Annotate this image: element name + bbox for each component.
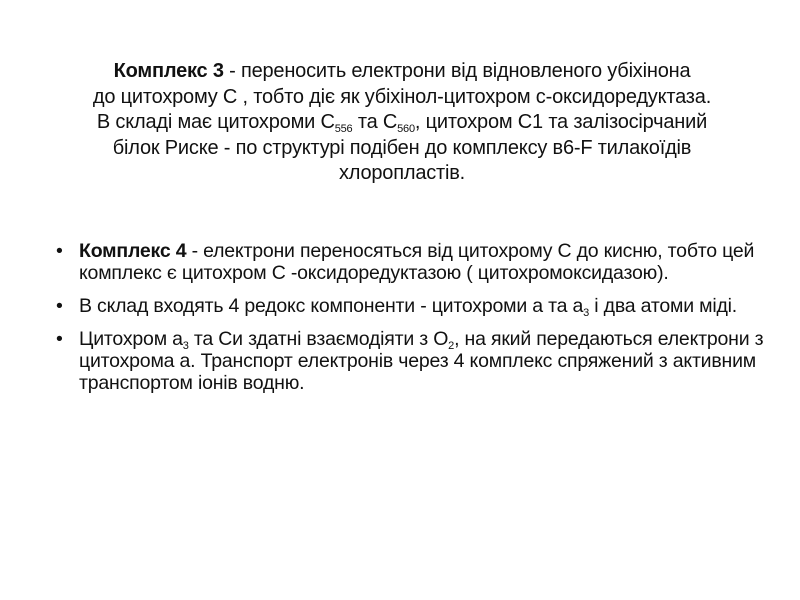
complex3-paragraph — [34, 59, 770, 187]
complex3-sub556: 556 — [334, 123, 353, 135]
redox-sub3: 3 — [583, 307, 590, 319]
a3-text-c: , на який передаються електрони з цитохрома а. Транспорт електронів через 4 комплекс спряжений з активним транспортом іонів водню. — [79, 328, 764, 394]
complex3-title: Комплекс 3 — [113, 60, 224, 82]
a3-text-a: Цитохром а — [79, 328, 183, 350]
a3-sub2: 2 — [448, 340, 455, 352]
bullet-dot: • — [56, 295, 63, 317]
bullet-complex4 — [56, 240, 766, 284]
redox-text-b: і два атоми міді. — [589, 295, 737, 317]
complex4-title: Комплекс 4 — [79, 240, 187, 262]
complex3-line4: білок Риске - по структурі подібен до комплексу в6-F тилакоїдів — [112, 136, 692, 159]
a3-text-b: та Си здатні взаємодіяти з О — [188, 328, 449, 350]
complex3-line1: - переносить електрони від відновленого убіхінона — [223, 60, 691, 82]
bullet-dot: • — [56, 328, 63, 350]
redox-text-a: В склад входять 4 редокс компоненти - цитохроми а та а — [79, 295, 584, 317]
complex4-text: - електрони переносяться від цитохрому С до кисню, тобто цей комплекс є цитохром С -оксидоредуктазою ( цитохромоксидазою). — [79, 240, 755, 284]
complex3-line3c: , цитохром С1 та залізосірчаний — [414, 111, 708, 133]
complex3-line2: до цитохрому С , тобто діє як убіхінол-цитохром с-оксидоредуктаза. — [92, 85, 712, 108]
bullet-list — [56, 240, 766, 405]
a3-sub3: 3 — [182, 340, 189, 352]
complex3-line3a: В складі має цитохроми С — [96, 111, 335, 133]
bullet-cytochrome-a3 — [56, 328, 766, 394]
bullet-redox — [56, 295, 766, 317]
bullet-dot: • — [56, 240, 63, 262]
complex3-sub560: 560 — [397, 123, 415, 135]
complex3-line3b: та С — [352, 111, 398, 133]
complex3-line5: хлоропластів. — [338, 162, 466, 184]
